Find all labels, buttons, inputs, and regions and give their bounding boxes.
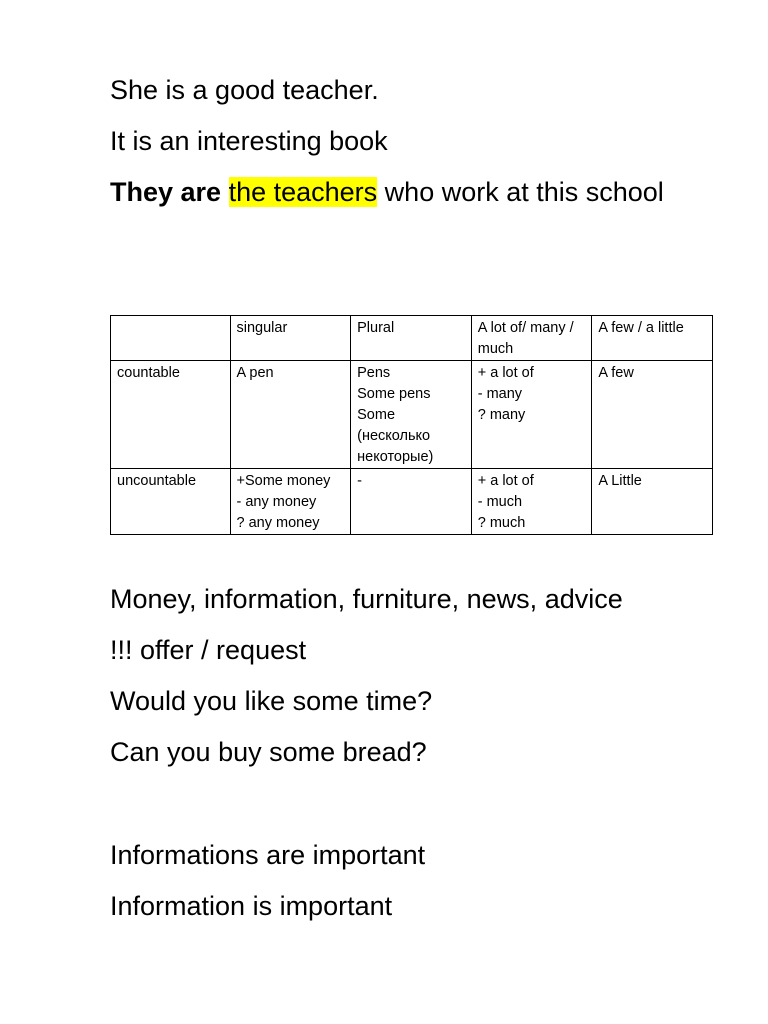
correct-example: Information is important <box>110 891 393 921</box>
cell-line: (несколько <box>357 428 431 444</box>
example-request: Can you buy some bread? <box>110 737 427 767</box>
row-label: countable <box>111 361 231 469</box>
table-cell <box>592 469 713 535</box>
grammar-table <box>110 315 713 535</box>
table-cell <box>592 361 713 469</box>
cell-line: Pens <box>357 365 391 381</box>
table-cell <box>230 361 351 469</box>
sentence-3-bold: They are <box>110 177 222 207</box>
noun-list: Money, information, furniture, news, advice <box>110 584 623 614</box>
table-header-row <box>111 316 713 361</box>
cell-line: Some <box>357 407 396 423</box>
cell-line: ? any money <box>236 515 320 531</box>
table-row <box>111 361 713 469</box>
cell-line: - <box>357 473 362 489</box>
cell-line: + a lot of <box>477 365 534 381</box>
table-cell <box>471 361 592 469</box>
cell-line: Some pens <box>357 386 431 402</box>
sentence-3-space <box>221 177 229 207</box>
cell-line: A Little <box>598 473 642 489</box>
table-cell <box>351 361 472 469</box>
cell-line: - any money <box>236 494 317 510</box>
cell-line: A pen <box>236 365 274 381</box>
example-offer: Would you like some time? <box>110 686 433 716</box>
table-row <box>111 469 713 535</box>
cell-line: - many <box>477 386 523 402</box>
cell-line: ? much <box>477 515 526 531</box>
header-cell: singular <box>230 316 351 361</box>
cell-line: ? many <box>477 407 526 423</box>
cell-line: - much <box>477 494 523 510</box>
sentence-2: It is an interesting book <box>110 126 388 156</box>
cell-line: +Some money <box>236 473 331 489</box>
cell-line: некоторые) <box>357 449 434 465</box>
table-cell <box>471 469 592 535</box>
header-cell: A few / a little <box>592 316 713 361</box>
sentence-3-rest: who work at this school <box>377 177 664 207</box>
row-label: uncountable <box>111 469 231 535</box>
table-cell <box>230 469 351 535</box>
header-cell: Plural <box>351 316 472 361</box>
wrong-example: Informations are important <box>110 840 426 870</box>
header-cell <box>111 316 231 361</box>
sentence-3-highlight: the teachers <box>228 177 378 207</box>
offer-request-note: !!! offer / request <box>110 635 307 665</box>
sentence-3 <box>110 171 670 213</box>
table-cell <box>351 469 472 535</box>
cell-line: + a lot of <box>477 473 534 489</box>
cell-line: A few <box>598 365 634 381</box>
header-cell: A lot of/ many / much <box>471 316 592 361</box>
sentence-1: She is a good teacher. <box>110 75 379 105</box>
